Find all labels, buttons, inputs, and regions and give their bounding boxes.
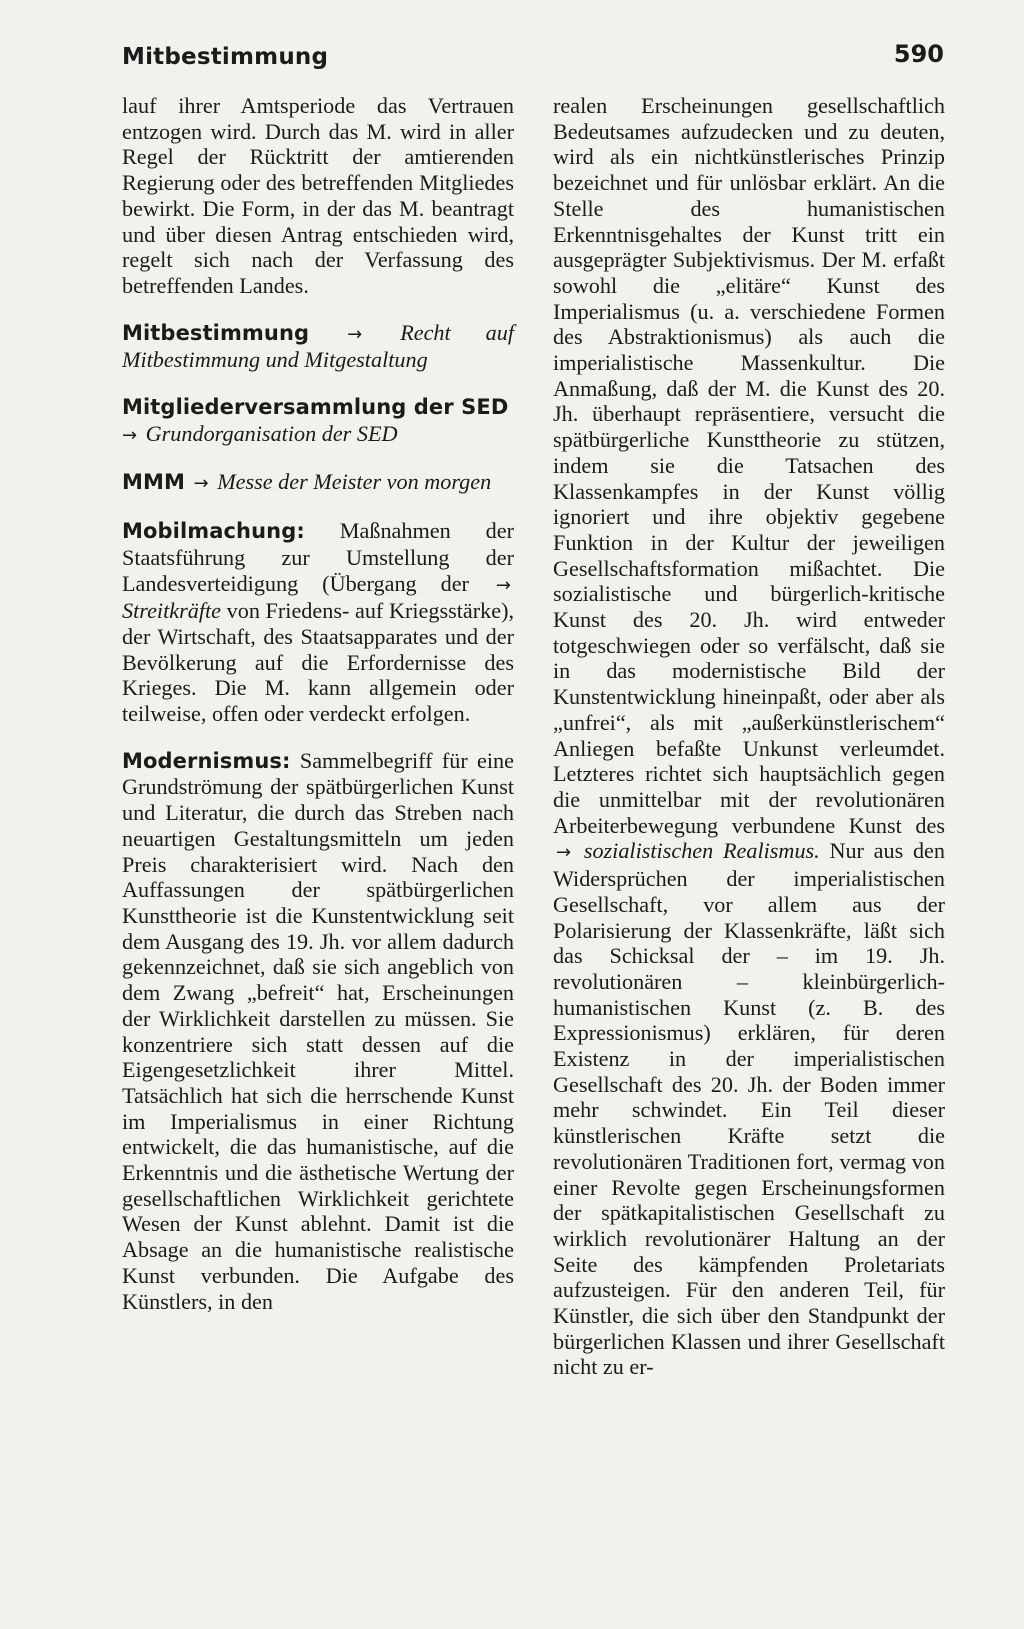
- cross-reference: Recht auf Mitbestimmung und Mitgestaltung: [122, 319, 515, 373]
- entry-mobilmachung: [122, 518, 514, 727]
- headword: Mitbestimmung: [122, 320, 310, 345]
- definition-text: Maßnahmen der Staatsführung zur Umstellung der Landesverteidigung (Übergang der: [122, 518, 514, 596]
- cross-reference-arrow-icon: →: [556, 842, 572, 864]
- definition-text: Nur aus den Widersprüchen der imperialistischen Gesellschaft, vor allem aus der Polarisierung der Klassenkräfte, läßt sich das Schicksal der – im 19. Jh. revolutionären – kleinbürgerlich-humanistischen Kunst (z. B. des Expressionismus) erklären, für deren Existenz in der imperialistischen Gesellschaft des 20. Jh. der Boden immer mehr schwindet. Ein Teil dieser künstlerischen Kräfte setzt die revolutionären Traditionen fort, vermag von einer Revolte gegen Erscheinungsformen der spätkapitalistischen Gesellschaft zu wirklich revolutionärer Haltung an der Seite des kämpfenden Proletariats aufzusteigen. Für den anderen Teil, für Künstler, die sich über den Standpunkt der bürgerlichen Klassen und ihrer Gesellschaft nicht zu er-: [553, 838, 945, 1380]
- headword: Modernismus:: [122, 748, 291, 773]
- headword: Mobilmachung:: [122, 519, 305, 544]
- right-column: [553, 93, 945, 1380]
- definition-text: realen Erscheinungen gesellschaftlich Bedeutsames aufzudecken und zu deuten, wird als ein nichtkünstlerisches Prinzip bezeichnet und für unlösbar erklärt. An die Stelle des humanistischen Erkenntnisgehaltes der Kunst tritt ein ausgeprägter Subjektivismus. Der M. erfaßt sowohl die „elitäre“ Kunst des Imperialismus (u. a. verschiedene Formen des Abstraktionismus) als auch die imperialistische Massenkultur. Die Anmaßung, daß der M. die Kunst des 20. Jh. überhaupt repräsentiere, versucht die spätbürgerliche Kunsttheorie zu stützen, indem sie die Tatsachen des Klassenkampfes in der Kunst völlig ignoriert und ihre objektiv gegebene Funktion in der Kultur der jeweiligen Gesellschaftsformation mißachtet. Die sozialistische und bürgerlich-kritische Kunst des 20. Jh. wird entweder totgeschwiegen oder so verfälscht, daß sie in das modernistische Bild der Kunstentwicklung hineinpaßt, oder aber als „unfrei“, als mit „außerkünstlerischem“ Anliegen befaßte Unkunst verleumdet. Letzteres richtet sich hauptsächlich gegen die unmittelbar mit der revolutionären Arbeiterbewegung verbundene Kunst des: [553, 93, 945, 838]
- entry-mmm: [122, 469, 514, 497]
- running-head: Mitbestimmung: [122, 44, 329, 70]
- headword: Mitgliederversammlung der SED: [122, 395, 509, 420]
- left-column: [122, 93, 514, 1314]
- cross-reference-arrow-icon: →: [193, 473, 209, 495]
- entry-modernismus: [122, 748, 514, 1314]
- cross-reference: sozialistischen Realismus.: [583, 838, 820, 864]
- entry-mitbestimmung: [122, 320, 514, 373]
- cross-reference: Messe der Meister von morgen: [217, 469, 492, 495]
- cross-reference-arrow-icon: →: [495, 574, 512, 596]
- entry-mitgliederversammlung: [122, 394, 514, 448]
- definition-text: von Friedens- auf Kriegsstärke), der Wirtschaft, des Staatsapparates und der Bevölkerung auf die Erfordernisse des Krieges. Die M. kann allgemein oder teilweise, offen oder verdeckt erfolgen.: [122, 598, 515, 727]
- headword: MMM: [122, 470, 185, 495]
- cross-reference: Grundorganisation der SED: [145, 420, 398, 446]
- cross-reference-arrow-icon: →: [122, 424, 138, 446]
- modernismus-continuation: [553, 93, 945, 1380]
- cross-reference: Streitkräfte: [122, 598, 221, 624]
- cross-reference-arrow-icon: →: [347, 323, 363, 345]
- definition-text: Sammelbegriff für eine Grundströmung der spätbürgerlichen Kunst und Literatur, die durch das Streben nach neuartigen Gestaltungsmitteln um jeden Preis charakterisiert wird. Nach den Auffassungen der spätbürgerlichen Kunsttheorie ist die Kunstentwicklung seit dem Ausgang des 19. Jh. vor allem dadurch gekennzeichnet, daß sie sich angeblich von dem Zwang „befreit“ hat, Erscheinungen der Wirklichkeit darstellen zu müssen. Sie konzentriere sich statt dessen auf die Eigengesetzlichkeit ihrer Mittel. Tatsächlich hat sich die herrschende Kunst im Imperialismus in einer Richtung entwickelt, die das humanistische, auf die Erkenntnis und die ästhetische Wertung der gesellschaftlichen Wirklichkeit gerichtete Wesen der Kunst ablehnt. Damit ist die Absage an die humanistische realistische Kunst verbunden. Die Aufgabe des Künstlers, in den: [122, 747, 514, 1314]
- page-number: 590: [893, 40, 944, 68]
- continuation-paragraph: lauf ihrer Amtsperiode das Vertrauen entzogen wird. Durch das M. wird in aller Regel der Rücktritt der amtierenden Regierung oder des betreffenden Mitgliedes bewirkt. Die Form, in der das M. beantragt und über diesen Antrag entschieden wird, regelt sich nach der Verfassung des betreffenden Landes.: [122, 93, 514, 298]
